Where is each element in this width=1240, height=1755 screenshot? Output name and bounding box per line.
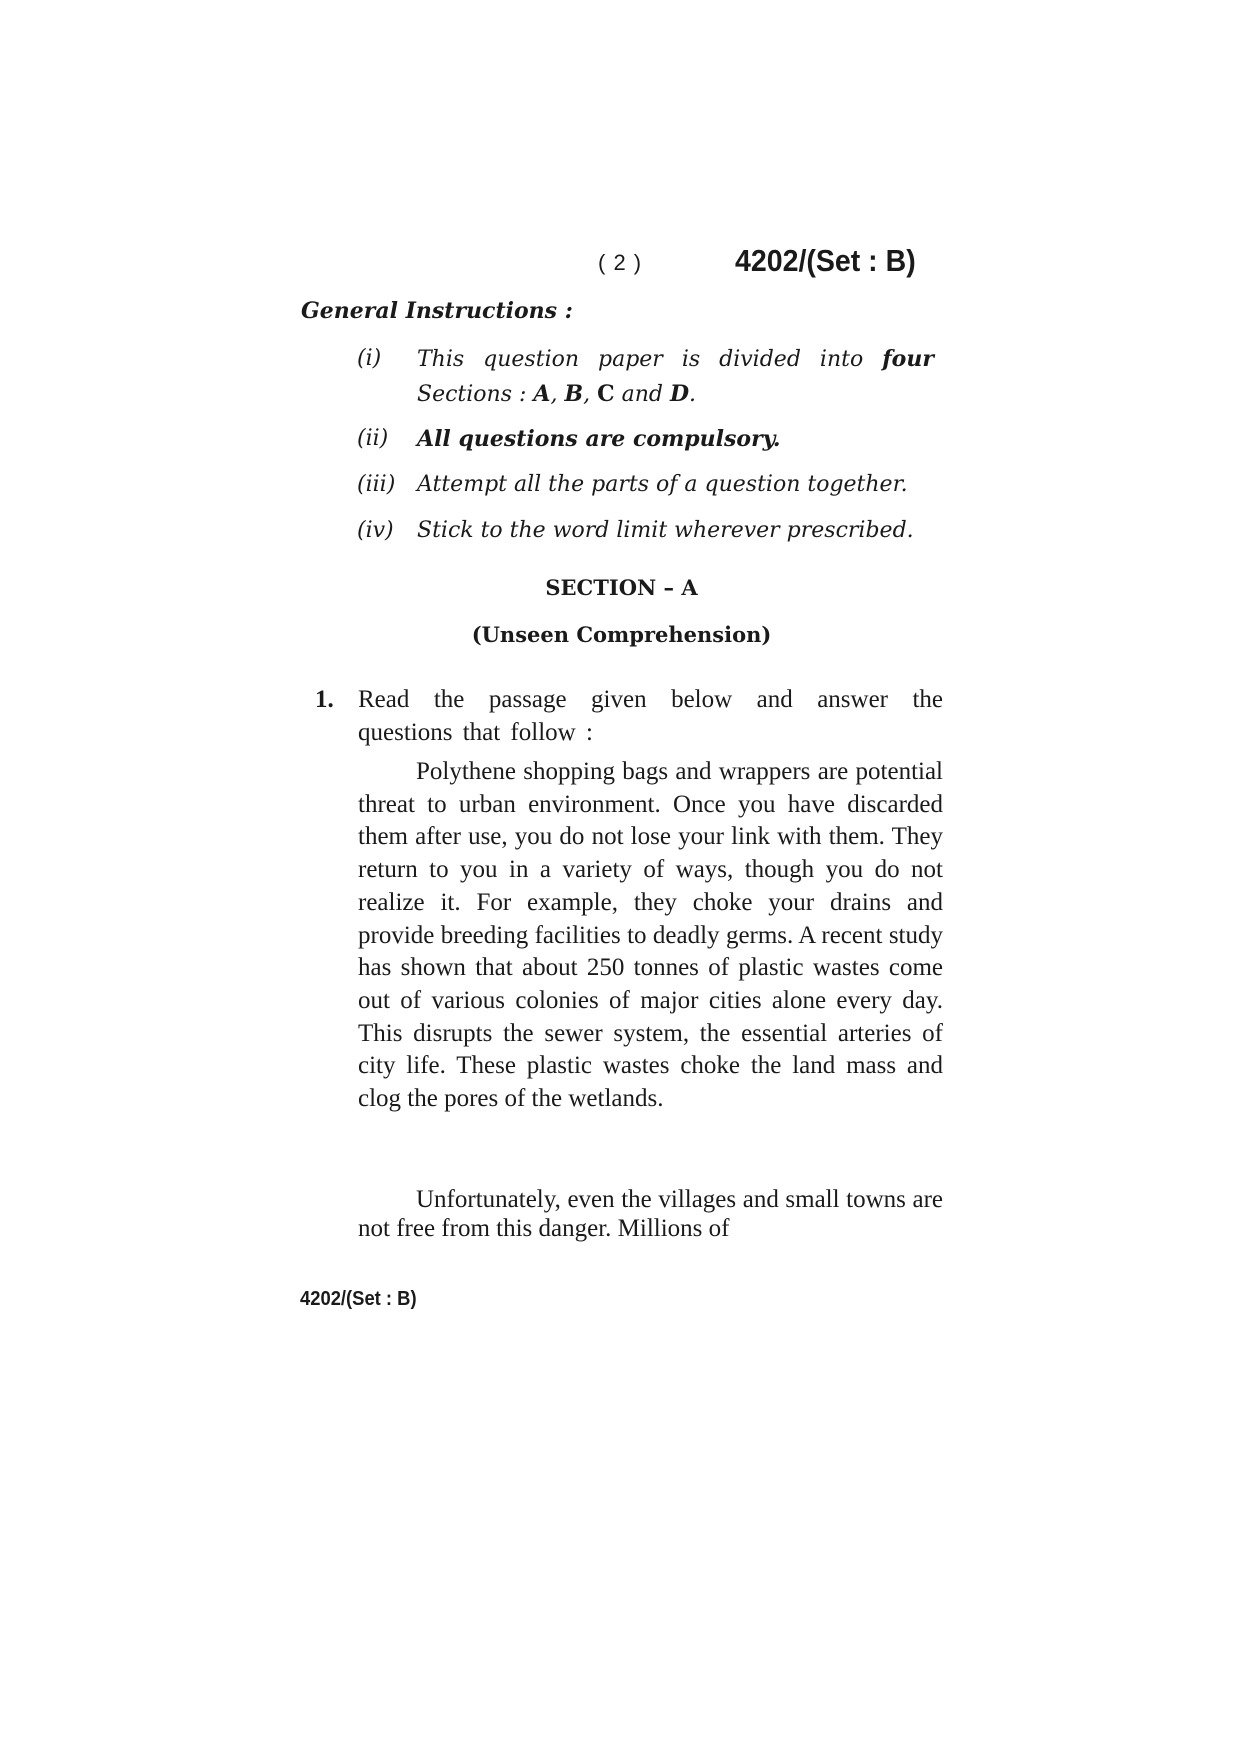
question-number: 1. xyxy=(315,686,334,713)
instruction-text: This question paper is divided into four Sections : A, B, C and D. xyxy=(417,346,934,407)
instruction-item-2 xyxy=(357,422,943,456)
passage xyxy=(358,756,943,1116)
instruction-text: Attempt all the parts of a question together. xyxy=(417,472,908,497)
page-number: ( 2 ) xyxy=(598,250,643,275)
paper-code-header: 4202/(Set : B) xyxy=(735,243,916,278)
paper-code-footer: 4202/(Set : B) xyxy=(300,1288,417,1310)
passage-continued xyxy=(358,1185,943,1243)
question-1 xyxy=(315,683,943,749)
instruction-number: (i) xyxy=(357,346,382,371)
general-instructions-title: General Instructions : xyxy=(301,298,573,324)
instruction-number: (iv) xyxy=(357,518,394,543)
section-subtitle: (Unseen Comprehension) xyxy=(471,622,772,647)
question-prompt: Read the passage given below and answer the questions that follow : xyxy=(358,686,943,746)
instruction-number: (iii) xyxy=(357,472,396,497)
instruction-item-3 xyxy=(357,468,943,502)
instruction-number: (ii) xyxy=(357,426,389,451)
instruction-text: All questions are compulsory. xyxy=(417,426,781,452)
instruction-text: Stick to the word limit wherever prescribed. xyxy=(417,518,914,543)
instruction-item-4 xyxy=(357,514,943,548)
instruction-item-1 xyxy=(357,342,943,412)
passage-paragraph-1: Polythene shopping bags and wrappers are potential threat to urban environment. Once you have discarded them after use, you do not lose your link with them. They return to you in a variety of ways, though you do not realize it. For example, they choke your drains and provide breeding facilities to deadly germs. A recent study has shown that about 250 tonnes of plastic wastes come out of various colonies of major cities alone every day. This disrupts the sewer system, the essential arteries of city life. These plastic wastes choke the land mass and clog the pores of the wetlands. xyxy=(358,758,943,1113)
section-title: SECTION – A xyxy=(545,575,698,600)
passage-paragraph-2: Unfortunately, even the villages and small towns are not free from this danger. Millions of xyxy=(358,1186,943,1242)
